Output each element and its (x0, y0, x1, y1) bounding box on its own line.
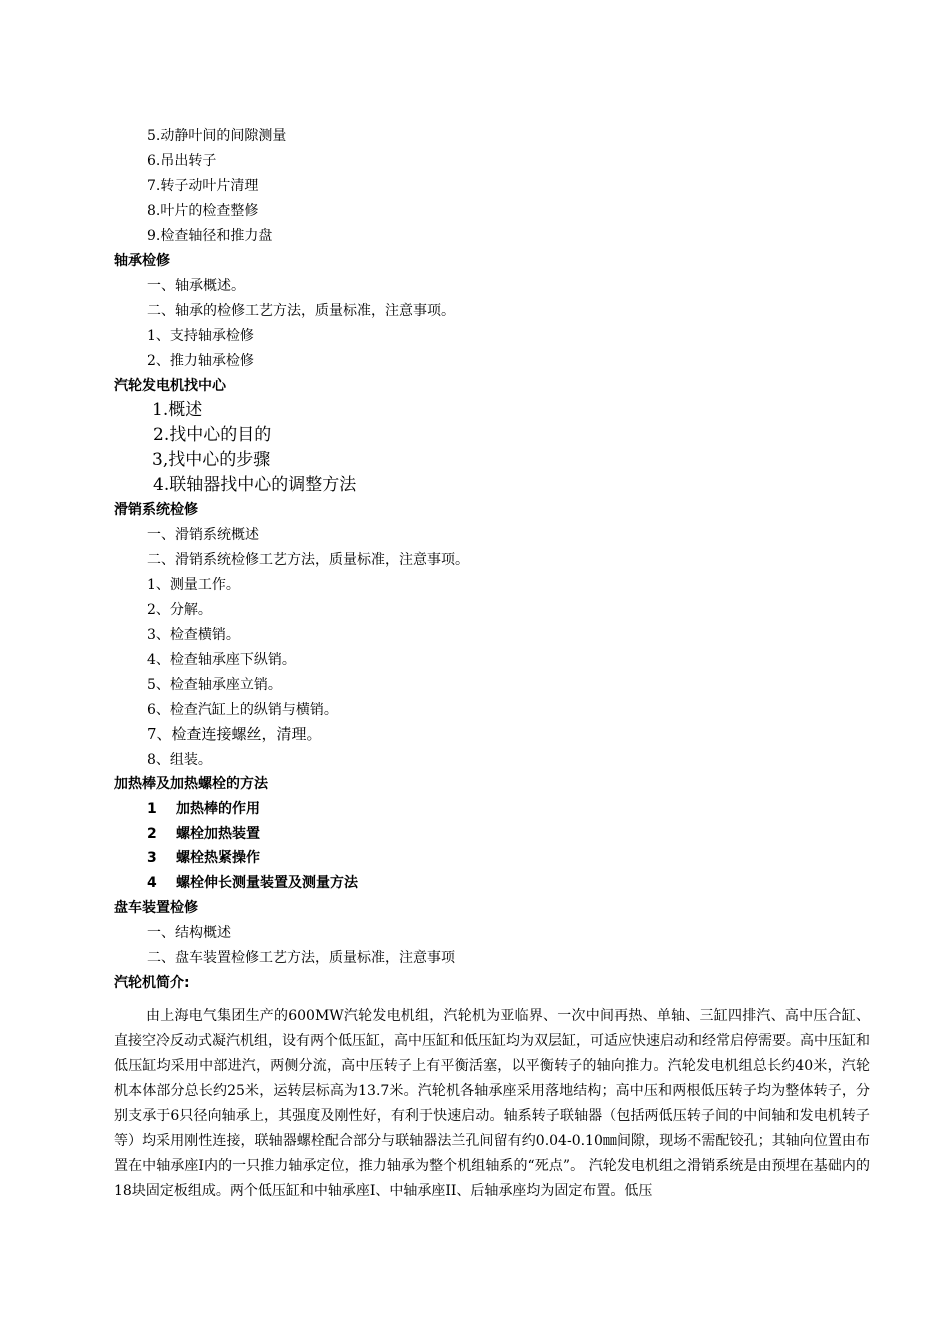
section-heading-alignment: 汽轮发电机找中心 (114, 378, 226, 394)
item-text: 螺栓热紧操作 (176, 850, 260, 866)
list-item: 6、检查汽缸上的纵销与横销。 (147, 702, 338, 718)
list-item: 二、轴承的检修工艺方法，质量标准，注意事项。 (147, 303, 455, 319)
item-number: 3 (147, 850, 157, 866)
section-heading-bearing: 轴承检修 (114, 253, 170, 269)
section-heading-slide: 滑销系统检修 (114, 502, 198, 518)
list-item: 5.动静叶间的间隙测量 (147, 128, 287, 144)
list-item: 1、支持轴承检修 (147, 328, 254, 344)
item-number: 2 (147, 826, 157, 842)
list-item: 1.概述 (152, 400, 203, 420)
list-item: 4、检查轴承座下纵销。 (147, 652, 296, 668)
list-item: 1、测量工作。 (147, 577, 240, 593)
list-item: 一、结构概述 (147, 925, 231, 941)
list-item: 二、盘车装置检修工艺方法，质量标准，注意事项 (147, 950, 455, 966)
list-item (147, 802, 260, 816)
list-item (147, 851, 260, 865)
list-item: 6.吊出转子 (147, 153, 217, 169)
list-item: 7、检查连接螺丝，清理。 (147, 725, 322, 743)
list-item: 一、轴承概述。 (147, 278, 245, 294)
list-item: 一、滑销系统概述 (147, 527, 259, 543)
list-item: 3,找中心的步骤 (152, 450, 271, 470)
list-item: 2.找中心的目的 (153, 425, 272, 445)
item-number: 4 (147, 875, 157, 891)
list-item: 3、检查横销。 (147, 627, 240, 643)
item-text: 螺栓伸长测量装置及测量方法 (176, 875, 358, 891)
list-item: 二、滑销系统检修工艺方法，质量标准，注意事项。 (147, 552, 469, 568)
list-item: 9.检查轴径和推力盘 (147, 228, 273, 244)
item-number: 1 (147, 801, 157, 817)
list-item: 7.转子动叶片清理 (147, 178, 259, 194)
item-text: 螺栓加热装置 (176, 826, 260, 842)
list-item: 8.叶片的检查整修 (147, 203, 259, 219)
list-item (147, 876, 358, 890)
section-heading-heating: 加热棒及加热螺栓的方法 (114, 776, 268, 792)
list-item: 4.联轴器找中心的调整方法 (153, 475, 357, 495)
list-item: 8、组装。 (147, 752, 212, 768)
list-item: 5、检查轴承座立销。 (147, 677, 282, 693)
list-item: 2、推力轴承检修 (147, 353, 254, 369)
section-heading-intro: 汽轮机简介: (114, 975, 190, 991)
list-item (147, 827, 260, 841)
list-item: 2、分解。 (147, 602, 212, 618)
intro-paragraph: 由上海电气集团生产的600MW汽轮发电机组，汽轮机为亚临界、一次中间再热、单轴、三缸四排汽、高中压合缸、直接空冷反动式凝汽机组，设有两个低压缸，高中压缸和低压缸均为双层缸，可适应快速启动和经常启停需要。高中压缸和低压缸均采用中部进汽，两侧分流，高中压转子上有平衡活塞，以平衡转子的轴向推力。汽轮发电机组总长约40米，汽轮机本体部分总长约25米，运转层标高为13.7米。汽轮机各轴承座采用落地结构；高中压和两根低压转子均为整体转子，分别支承于6只径向轴承上，其强度及刚性好，有利于快速启动。轴系转子联轴器（包括两低压转子间的中间轴和发电机转子等）均采用刚性连接，联轴器螺栓配合部分与联轴器法兰孔间留有约0.04-0.10㎜间隙，现场不需配铰孔；其轴向位置由布置在中轴承座Ⅰ内的一只推力轴承定位，推力轴承为整个机组轴系的“死点”。 汽轮发电机组之滑销系统是由预埋在基础内的18块固定板组成。两个低压缸和中轴承座Ⅰ、中轴承座II、后轴承座均为固定布置。低压 (114, 1008, 870, 1199)
item-text: 加热棒的作用 (176, 801, 260, 817)
section-heading-turning: 盘车装置检修 (114, 900, 198, 916)
